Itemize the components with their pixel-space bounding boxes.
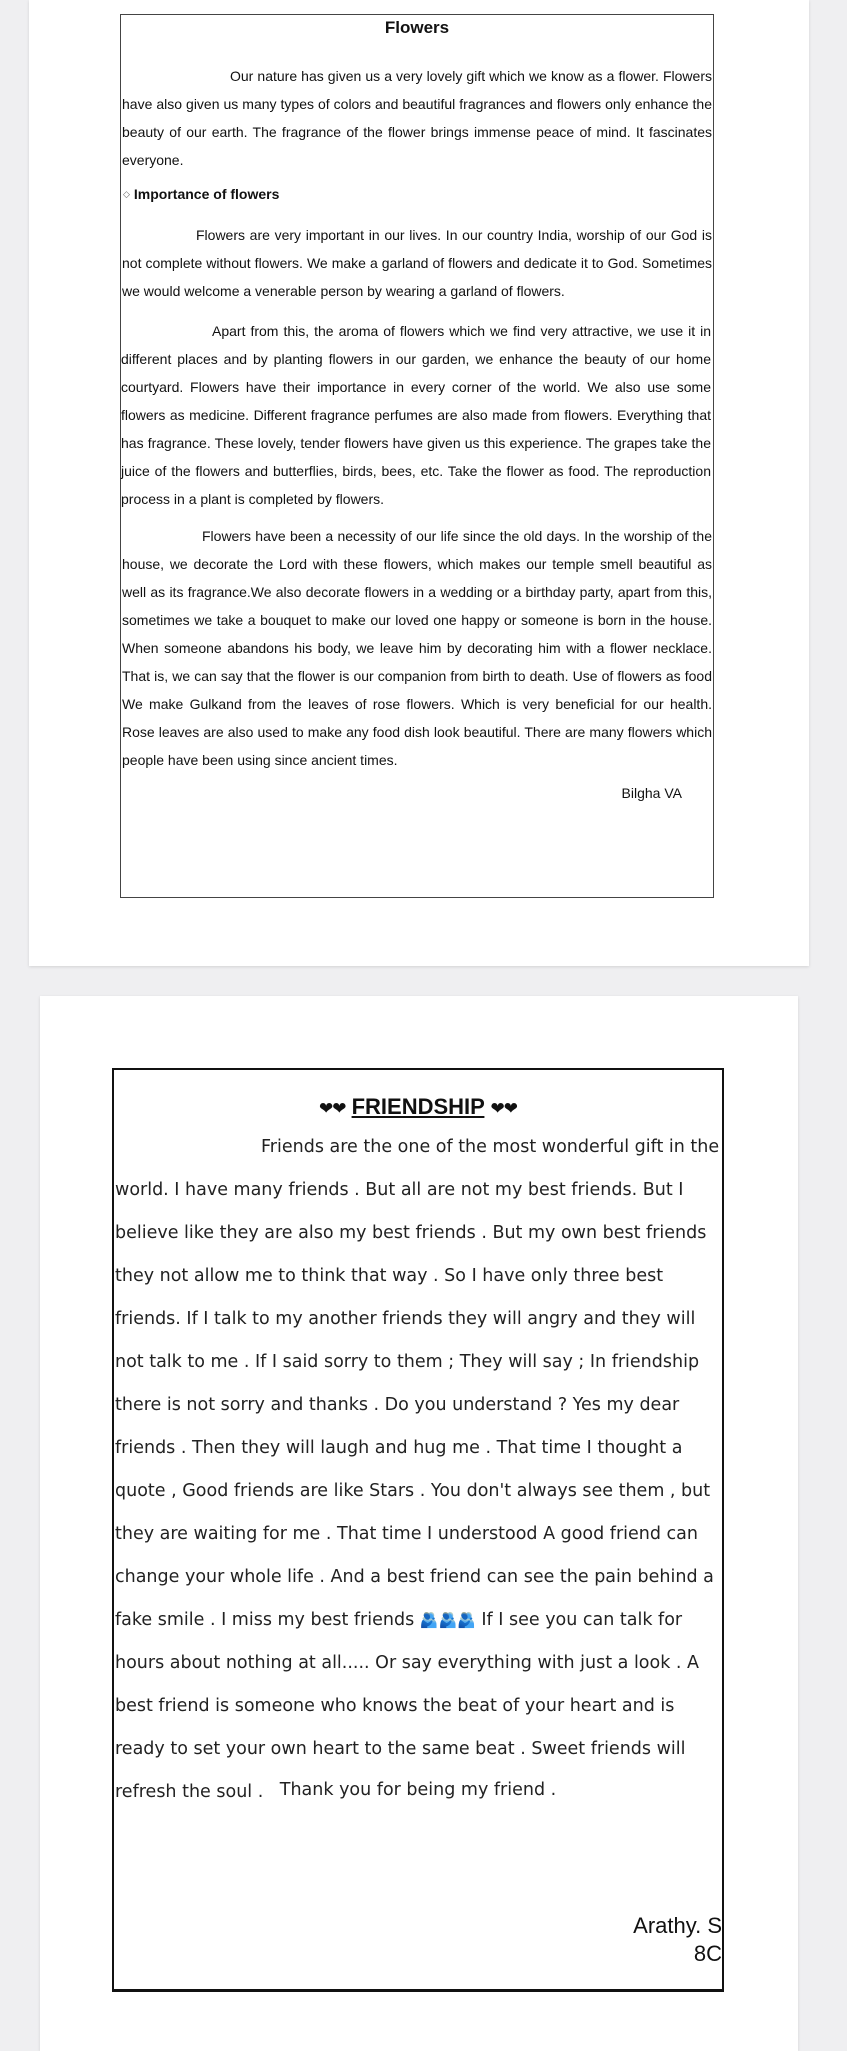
- title-text: FRIENDSHIP: [351, 1094, 485, 1119]
- bullet-icon: ◇: [123, 189, 130, 199]
- essay-body: [115, 1126, 723, 1814]
- people-hugging-icon: 🫂🫂🫂: [419, 1611, 476, 1629]
- paragraph-block: [122, 522, 712, 774]
- essay-paragraph: Our nature has given us a very lovely gift which we know as a flower. Flowers have also given us many types of colors and beautiful fragrances and flowers only enhance the beauty of our earth. The fragrance of the flower brings immense peace of mind. It fascinates everyone.: [122, 68, 712, 168]
- essay-paragraph: Flowers have been a necessity of our life since the old days. In the worship of the house, we decorate the Lord with these flowers, which makes our temple smell beautiful as well as its fragrance.We also decorate flowers in a wedding or a birthday party, apart from this, sometimes we take a bouquet to make our loved one happy or someone is born in the house. When someone abandons his body, we leave him by decorating him with a flower necklace. That is, we can say that the flower is our companion from birth to death. Use of flowers as food We make Gulkand from the leaves of rose flowers. Which is very beneficial for our health. Rose leaves are also used to make any food dish look beautiful. There are many flowers which people have been using since ancient times.: [122, 528, 712, 768]
- essay-title: Flowers: [384, 18, 450, 37]
- essay-title: [114, 1094, 722, 1120]
- document-page-flowers: [29, 0, 809, 966]
- essay-paragraph: Flowers are very important in our lives. In our country India, worship of our God is not complete without flowers. We make a garland of flowers and dedicate it to God. Sometimes we would welcome a venerable person by wearing a garland of flowers.: [122, 227, 712, 299]
- author-signature: [633, 1912, 722, 1968]
- paragraph-block: [121, 317, 711, 513]
- essay-paragraph: Friends are the one of the most wonderful gift in the world. I have many friends . But all are not my best friends. But I believe like they are also my best friends . But my own best friends they not allow me to think that way . So I have only three best friends. If I talk to my another friends they will angry and they will not talk to me . If I said sorry to them ; They will say ; In friendship there is not sorry and thanks . Do you understand ? Yes my dear friends . Then they will laugh and hug me . That time I thought a quote , Good friends are like Stars . You don't always see them , but they are waiting for me . That time I understood A good friend can change your whole life . And a best friend can see the pain behind a fake smile . I miss my best friends 🫂🫂🫂 If I see you can talk for hours about nothing at all..... Or say everything with just a look . A best friend is someone who knows the beat of your heart and is ready to set your own heart to the same beat . Sweet friends will refresh the soul .: [115, 1137, 720, 1802]
- paragraph-block: [122, 62, 712, 174]
- paragraph-block: [122, 221, 712, 305]
- signature-class: 8C: [693, 1941, 722, 1966]
- section-heading: ◇ Importance of flowers: [123, 186, 280, 202]
- friendship-essay-frame: [112, 1068, 724, 1992]
- essay-paragraph: Apart from this, the aroma of flowers which we find very attractive, we use it in different places and by planting flowers in our garden, we enhance the beauty of our home courtyard. Flowers have their importance in every corner of the world. We also use some flowers as medicine. Different fragrance perfumes are also made from flowers. Everything that has fragrance. These lovely, tender flowers have given us this experience. The grapes take the juice of the flowers and butterflies, birds, bees, etc. Take the flower as food. The reproduction process in a plant is completed by flowers.: [121, 323, 711, 507]
- closing-line: Thank you for being my friend .: [279, 1780, 557, 1800]
- heart-icon: ❤❤: [318, 1099, 346, 1118]
- flowers-essay-frame: [120, 14, 714, 898]
- author-signature: Bilgha VA: [621, 785, 682, 801]
- heart-icon: ❤❤: [490, 1099, 518, 1118]
- signature-name: Arathy. S: [633, 1913, 722, 1938]
- document-page-friendship: [40, 996, 798, 2051]
